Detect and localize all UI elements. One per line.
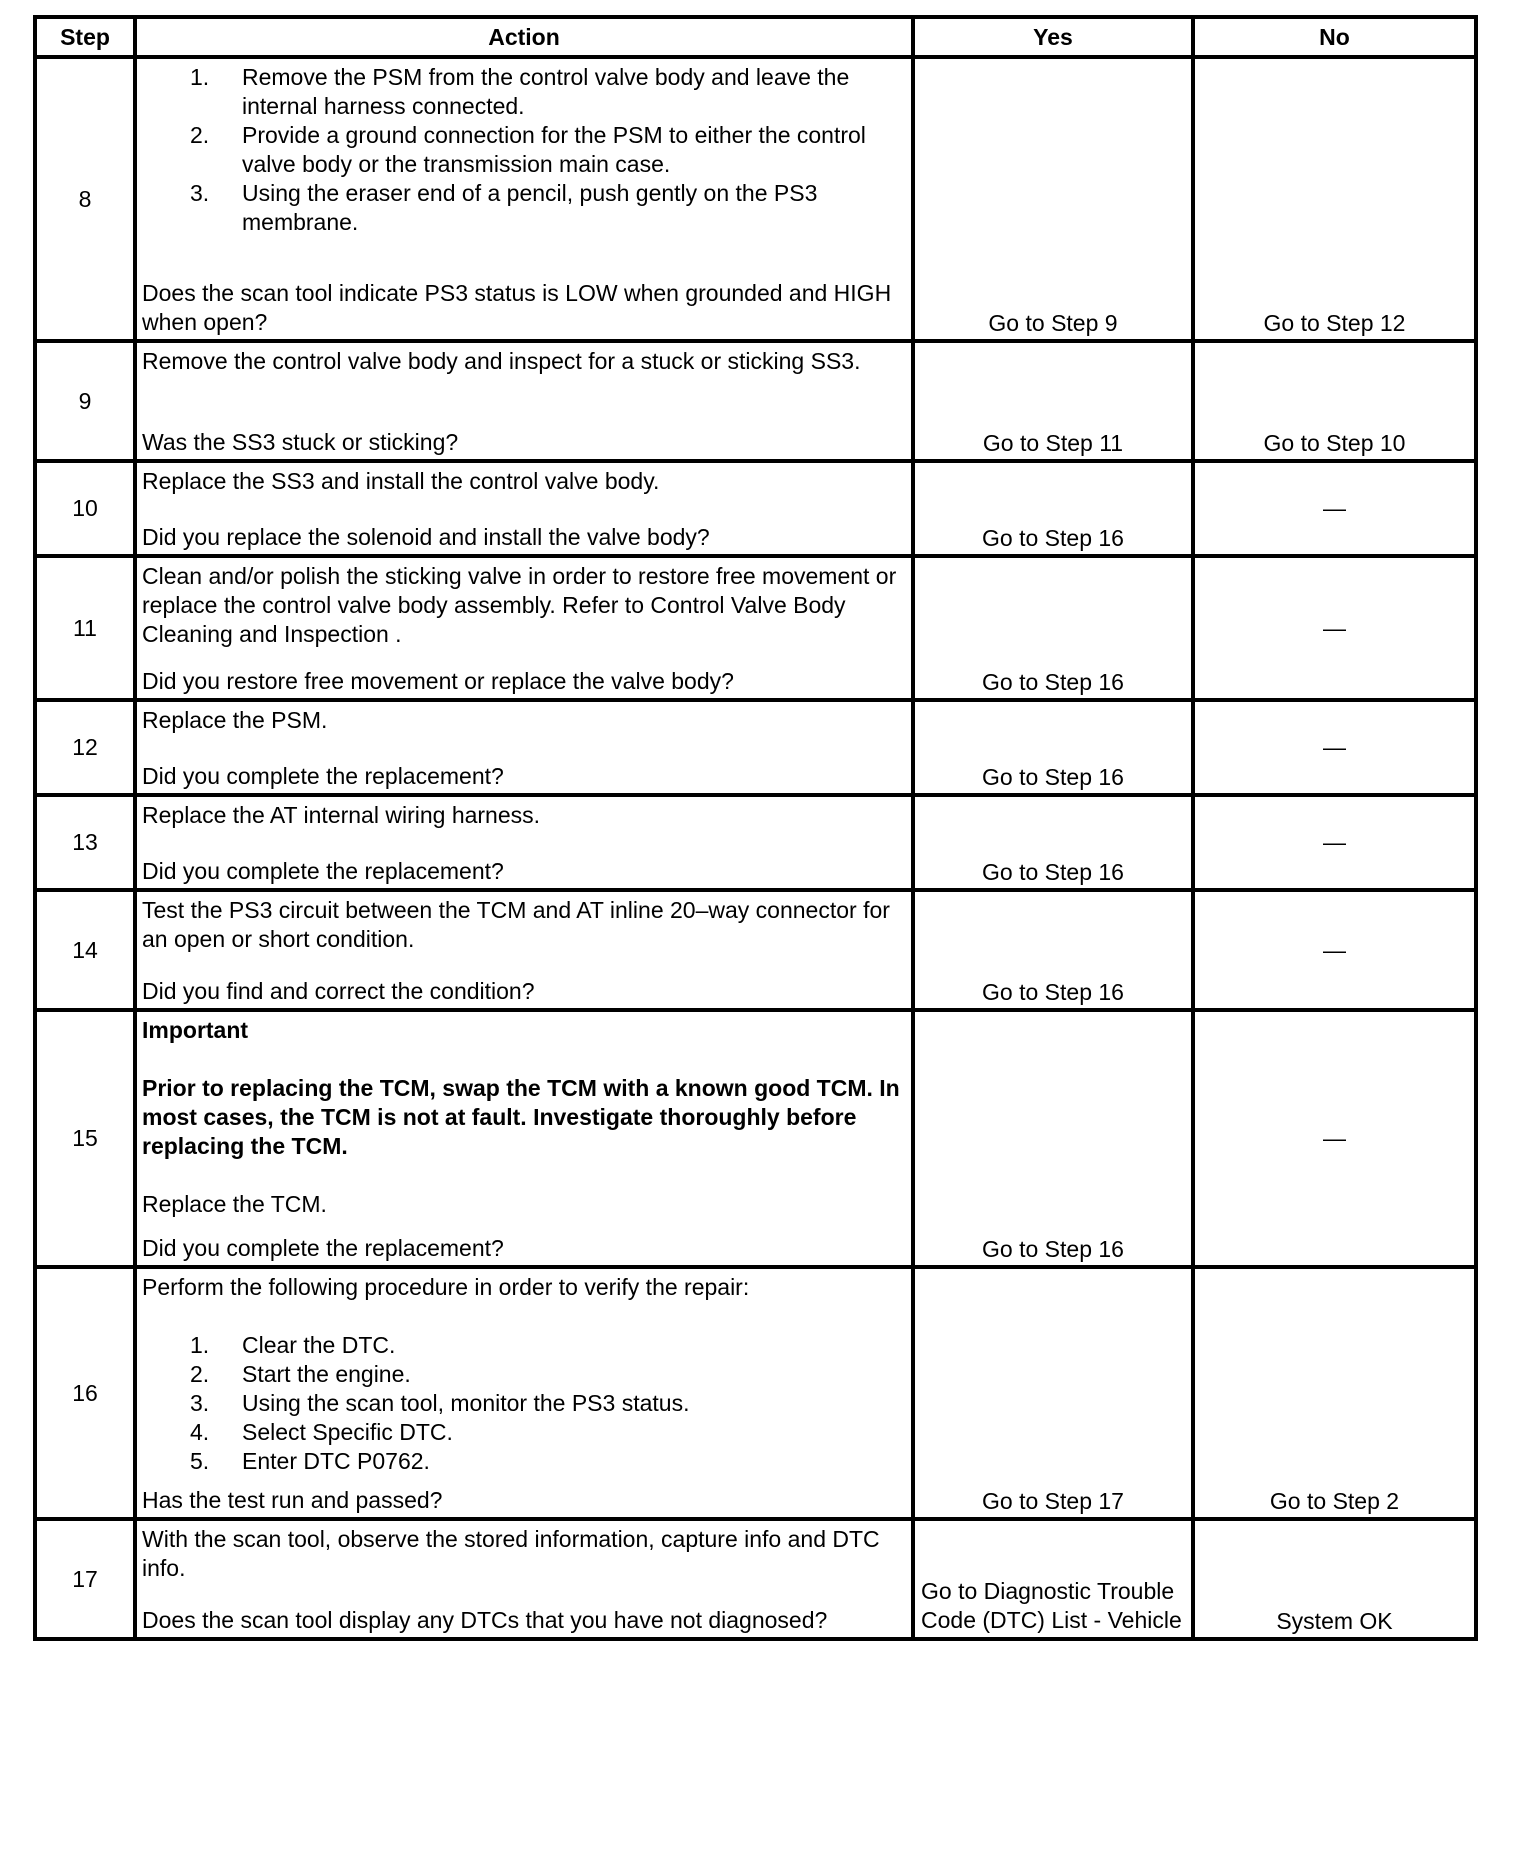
no-status: System OK bbox=[1276, 1608, 1393, 1634]
question-text: Did you complete the replacement? bbox=[142, 763, 504, 789]
yes-link[interactable]: Go to Step 16 bbox=[982, 859, 1124, 885]
step-number: 14 bbox=[35, 890, 135, 1010]
action-text: Replace the SS3 and install the control valve body. bbox=[142, 468, 660, 494]
action-cell bbox=[135, 700, 913, 795]
yes-cell bbox=[913, 1010, 1193, 1267]
table-row-step-17 bbox=[35, 1519, 1476, 1639]
question-text: Did you complete the replacement? bbox=[142, 858, 504, 884]
list-item: Select Specific DTC. bbox=[242, 1419, 453, 1445]
no-cell bbox=[1193, 700, 1476, 795]
table-row-step-16 bbox=[35, 1267, 1476, 1519]
question-text: Did you complete the replacement? bbox=[142, 1235, 504, 1261]
no-dash: — bbox=[1323, 936, 1346, 963]
no-cell bbox=[1193, 1010, 1476, 1267]
no-cell bbox=[1193, 1519, 1476, 1639]
diagnostic-table bbox=[33, 15, 1478, 1641]
table-row-step-13 bbox=[35, 795, 1476, 890]
action-cell bbox=[135, 795, 913, 890]
action-text: Test the PS3 circuit between the TCM and AT inline 20–way connector for an open or short condition. bbox=[142, 897, 890, 952]
no-link[interactable]: Go to Step 2 bbox=[1269, 1488, 1400, 1514]
header-step: Step bbox=[35, 17, 135, 57]
no-dash: — bbox=[1323, 734, 1346, 760]
action-cell bbox=[135, 556, 913, 700]
yes-cell bbox=[913, 341, 1193, 461]
action-cell bbox=[135, 461, 913, 556]
no-dash: — bbox=[1323, 1125, 1346, 1151]
no-dash: — bbox=[1323, 829, 1346, 855]
step-number: 9 bbox=[35, 341, 135, 461]
table-row-step-12 bbox=[35, 700, 1476, 795]
step-number: 11 bbox=[35, 556, 135, 700]
yes-cell bbox=[913, 795, 1193, 890]
question-text: Has the test run and passed? bbox=[142, 1487, 443, 1513]
table-row-step-15 bbox=[35, 1010, 1476, 1267]
header-yes: Yes bbox=[913, 17, 1193, 57]
yes-link[interactable]: Go to Step 16 bbox=[982, 979, 1124, 1005]
table-row-step-8 bbox=[35, 57, 1476, 341]
step-number: 13 bbox=[35, 795, 135, 890]
header-no: No bbox=[1193, 17, 1476, 57]
question-text: Was the SS3 stuck or sticking? bbox=[142, 429, 459, 455]
important-note: Prior to replacing the TCM, swap the TCM with a known good TCM. In most cases, the TCM is not at fault. Investigate thoroughly before replacing the TCM. bbox=[142, 1075, 900, 1159]
no-cell bbox=[1193, 795, 1476, 890]
procedure-list bbox=[142, 1331, 907, 1476]
yes-cell bbox=[913, 461, 1193, 556]
action-cell bbox=[135, 890, 913, 1010]
yes-link[interactable]: Go to Step 16 bbox=[982, 669, 1124, 695]
action-cell bbox=[135, 341, 913, 461]
list-item: Provide a ground connection for the PSM to either the control valve body or the transmission main case. bbox=[242, 122, 866, 177]
action-text: Remove the control valve body and inspect for a stuck or sticking SS3. bbox=[142, 348, 861, 374]
header-action: Action bbox=[135, 17, 913, 57]
no-cell bbox=[1193, 1267, 1476, 1519]
no-cell bbox=[1193, 890, 1476, 1010]
step-number: 10 bbox=[35, 461, 135, 556]
action-cell bbox=[135, 57, 913, 341]
no-link[interactable]: Go to Step 10 bbox=[1263, 430, 1406, 456]
yes-link[interactable]: Go to Step 16 bbox=[982, 1236, 1124, 1262]
list-item: Using the scan tool, monitor the PS3 status. bbox=[242, 1390, 690, 1416]
step-number: 16 bbox=[35, 1267, 135, 1519]
step-number: 15 bbox=[35, 1010, 135, 1267]
question-text: Did you find and correct the condition? bbox=[142, 978, 535, 1004]
list-item: Enter DTC P0762. bbox=[242, 1448, 430, 1474]
no-cell bbox=[1193, 57, 1476, 341]
action-cell bbox=[135, 1267, 913, 1519]
action-text: With the scan tool, observe the stored information, capture info and DTC info. bbox=[142, 1526, 880, 1581]
step-number: 8 bbox=[35, 57, 135, 341]
question-text: Did you replace the solenoid and install the valve body? bbox=[142, 524, 710, 550]
table-row-step-11 bbox=[35, 556, 1476, 700]
no-link[interactable]: Go to Step 12 bbox=[1263, 310, 1406, 336]
yes-cell bbox=[913, 890, 1193, 1010]
step-number: 17 bbox=[35, 1519, 135, 1639]
list-item: Clear the DTC. bbox=[242, 1332, 396, 1358]
header-row bbox=[35, 17, 1476, 57]
yes-link[interactable]: Go to Step 16 bbox=[982, 764, 1124, 790]
procedure-list bbox=[142, 63, 907, 237]
no-cell bbox=[1193, 461, 1476, 556]
yes-cell bbox=[913, 556, 1193, 700]
action-text: Replace the PSM. bbox=[142, 707, 328, 733]
list-item: Start the engine. bbox=[242, 1361, 411, 1387]
yes-link[interactable]: Go to Step 16 bbox=[982, 525, 1124, 551]
yes-cell bbox=[913, 700, 1193, 795]
question-text: Does the scan tool display any DTCs that you have not diagnosed? bbox=[142, 1607, 828, 1633]
action-text: Replace the TCM. bbox=[142, 1191, 327, 1217]
list-item: Using the eraser end of a pencil, push gently on the PS3 membrane. bbox=[242, 180, 818, 235]
table-row-step-14 bbox=[35, 890, 1476, 1010]
action-text: Perform the following procedure in order to verify the repair: bbox=[142, 1274, 750, 1300]
table-row-step-9 bbox=[35, 341, 1476, 461]
no-cell bbox=[1193, 341, 1476, 461]
question-text: Did you restore free movement or replace the valve body? bbox=[142, 668, 734, 694]
no-cell bbox=[1193, 556, 1476, 700]
question-text: Does the scan tool indicate PS3 status is LOW when grounded and HIGH when open? bbox=[142, 280, 892, 335]
table-row-step-10 bbox=[35, 461, 1476, 556]
list-item: Remove the PSM from the control valve body and leave the internal harness connected. bbox=[242, 64, 850, 119]
action-text: Clean and/or polish the sticking valve in order to restore free movement or replace the control valve body assembly. Refer to Control Valve Body Cleaning and Inspection . bbox=[142, 563, 897, 647]
yes-cell bbox=[913, 57, 1193, 341]
yes-link[interactable]: Go to Diagnostic Trouble Code (DTC) List - Vehicle bbox=[921, 1578, 1182, 1633]
no-dash: — bbox=[1323, 495, 1346, 521]
yes-link[interactable]: Go to Step 17 bbox=[982, 1488, 1124, 1514]
step-number: 12 bbox=[35, 700, 135, 795]
important-label: Important bbox=[142, 1017, 249, 1043]
yes-cell bbox=[913, 1519, 1193, 1639]
action-cell bbox=[135, 1519, 913, 1639]
yes-link[interactable]: Go to Step 11 bbox=[982, 430, 1124, 456]
yes-link[interactable]: Go to Step 9 bbox=[988, 310, 1118, 336]
yes-cell bbox=[913, 1267, 1193, 1519]
action-cell bbox=[135, 1010, 913, 1267]
no-dash: — bbox=[1323, 614, 1346, 641]
action-text: Replace the AT internal wiring harness. bbox=[142, 802, 541, 828]
